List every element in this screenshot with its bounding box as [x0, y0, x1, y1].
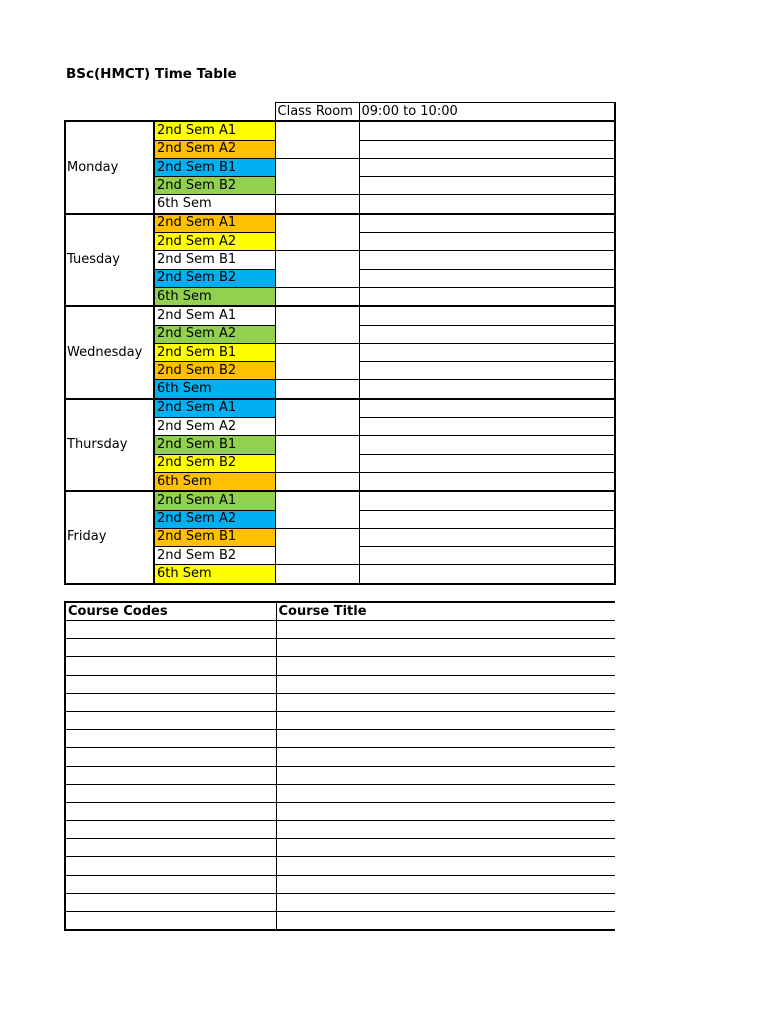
time-slot-cell[interactable] [359, 528, 615, 546]
course-code-cell[interactable] [65, 657, 276, 675]
semester-group-cell: 2nd Sem B2 [154, 269, 275, 287]
course-code-cell[interactable] [65, 675, 276, 693]
classroom-cell[interactable] [275, 565, 359, 584]
semester-group-cell: 2nd Sem A2 [154, 233, 275, 251]
blank-corner-cell [65, 103, 154, 122]
page-title: BSc(HMCT) Time Table [66, 66, 237, 82]
course-code-cell[interactable] [65, 875, 276, 893]
course-title-cell[interactable] [276, 893, 615, 911]
time-slot-cell[interactable] [359, 343, 615, 361]
course-code-cell[interactable] [65, 784, 276, 802]
time-slot-cell[interactable] [359, 251, 615, 269]
time-slot-cell[interactable] [359, 214, 615, 233]
classroom-cell[interactable] [275, 343, 359, 380]
classroom-cell[interactable] [275, 214, 359, 251]
course-row [65, 839, 615, 857]
course-title-cell[interactable] [276, 711, 615, 729]
classroom-cell[interactable] [275, 491, 359, 528]
course-row [65, 912, 615, 931]
timetable-header-row [65, 103, 615, 122]
time-slot-cell[interactable] [359, 436, 615, 454]
time-slot-cell[interactable] [359, 121, 615, 140]
time-slot-cell[interactable] [359, 325, 615, 343]
day-label: Thursday [65, 399, 154, 491]
classroom-cell[interactable] [275, 251, 359, 288]
semester-group-cell: 2nd Sem B1 [154, 528, 275, 546]
classroom-cell[interactable] [275, 380, 359, 399]
course-row [65, 730, 615, 748]
course-row [65, 711, 615, 729]
course-code-cell[interactable] [65, 730, 276, 748]
time-slot-cell[interactable] [359, 565, 615, 584]
classroom-cell[interactable] [275, 472, 359, 491]
course-title-cell[interactable] [276, 675, 615, 693]
course-row [65, 784, 615, 802]
time-slot-cell[interactable] [359, 195, 615, 214]
blank-corner-cell [154, 103, 275, 122]
day-label: Friday [65, 491, 154, 583]
course-title-cell[interactable] [276, 821, 615, 839]
course-title-cell[interactable] [276, 857, 615, 875]
course-codes-header: Course Codes [65, 602, 276, 621]
semester-group-cell: 6th Sem [154, 565, 275, 584]
semester-group-cell: 2nd Sem A1 [154, 214, 275, 233]
time-slot-cell[interactable] [359, 510, 615, 528]
classroom-cell[interactable] [275, 399, 359, 436]
course-code-cell[interactable] [65, 639, 276, 657]
classroom-cell[interactable] [275, 436, 359, 473]
course-title-cell[interactable] [276, 621, 615, 639]
time-slot-cell[interactable] [359, 380, 615, 399]
semester-group-cell: 6th Sem [154, 472, 275, 491]
course-row [65, 893, 615, 911]
course-title-cell[interactable] [276, 802, 615, 820]
timetable-row [65, 399, 615, 418]
course-code-cell[interactable] [65, 711, 276, 729]
classroom-cell[interactable] [275, 158, 359, 195]
time-slot-cell[interactable] [359, 399, 615, 418]
course-code-cell[interactable] [65, 693, 276, 711]
timetable-row [65, 121, 615, 140]
course-code-cell[interactable] [65, 857, 276, 875]
day-label: Monday [65, 121, 154, 213]
semester-group-cell: 2nd Sem A2 [154, 418, 275, 436]
time-slot-header: 09:00 to 10:00 [359, 103, 615, 122]
course-code-cell[interactable] [65, 839, 276, 857]
course-row [65, 748, 615, 766]
time-slot-cell[interactable] [359, 454, 615, 472]
semester-group-cell: 2nd Sem B2 [154, 547, 275, 565]
course-code-cell[interactable] [65, 912, 276, 931]
course-title-cell[interactable] [276, 766, 615, 784]
course-row [65, 857, 615, 875]
classroom-cell[interactable] [275, 287, 359, 306]
course-title-cell[interactable] [276, 839, 615, 857]
course-title-cell[interactable] [276, 784, 615, 802]
semester-group-cell: 2nd Sem A1 [154, 399, 275, 418]
classroom-cell[interactable] [275, 121, 359, 158]
course-row [65, 802, 615, 820]
course-code-cell[interactable] [65, 766, 276, 784]
semester-group-cell: 2nd Sem B1 [154, 343, 275, 361]
course-title-header: Course Title [276, 602, 615, 621]
course-row [65, 875, 615, 893]
semester-group-cell: 2nd Sem A2 [154, 510, 275, 528]
semester-group-cell: 2nd Sem A1 [154, 491, 275, 510]
course-row [65, 675, 615, 693]
semester-group-cell: 2nd Sem A1 [154, 121, 275, 140]
time-slot-cell[interactable] [359, 491, 615, 510]
time-slot-cell[interactable] [359, 158, 615, 176]
semester-group-cell: 6th Sem [154, 380, 275, 399]
time-slot-cell[interactable] [359, 362, 615, 380]
time-slot-cell[interactable] [359, 177, 615, 195]
course-row [65, 621, 615, 639]
time-slot-cell[interactable] [359, 233, 615, 251]
course-row [65, 821, 615, 839]
course-header-row [65, 602, 615, 621]
course-code-cell[interactable] [65, 748, 276, 766]
classroom-cell[interactable] [275, 195, 359, 214]
timetable-row [65, 214, 615, 233]
time-slot-cell[interactable] [359, 269, 615, 287]
course-code-cell[interactable] [65, 621, 276, 639]
course-title-cell[interactable] [276, 730, 615, 748]
course-code-cell[interactable] [65, 802, 276, 820]
course-row [65, 766, 615, 784]
course-title-cell[interactable] [276, 693, 615, 711]
course-title-cell[interactable] [276, 748, 615, 766]
time-slot-cell[interactable] [359, 547, 615, 565]
semester-group-cell: 2nd Sem B2 [154, 362, 275, 380]
course-title-cell[interactable] [276, 639, 615, 657]
course-code-cell[interactable] [65, 893, 276, 911]
semester-group-cell: 2nd Sem B2 [154, 177, 275, 195]
classroom-cell[interactable] [275, 528, 359, 565]
time-slot-cell[interactable] [359, 472, 615, 491]
timetable [64, 102, 616, 585]
day-label: Wednesday [65, 306, 154, 398]
classroom-header: Class Room [275, 103, 359, 122]
semester-group-cell: 2nd Sem B2 [154, 454, 275, 472]
semester-group-cell: 6th Sem [154, 195, 275, 214]
time-slot-cell[interactable] [359, 418, 615, 436]
semester-group-cell: 2nd Sem B1 [154, 251, 275, 269]
semester-group-cell: 2nd Sem A2 [154, 325, 275, 343]
time-slot-cell[interactable] [359, 140, 615, 158]
timetable-row [65, 306, 615, 325]
course-title-cell[interactable] [276, 657, 615, 675]
course-code-cell[interactable] [65, 821, 276, 839]
semester-group-cell: 2nd Sem B1 [154, 158, 275, 176]
time-slot-cell[interactable] [359, 306, 615, 325]
course-row [65, 657, 615, 675]
course-table [64, 601, 615, 931]
classroom-cell[interactable] [275, 306, 359, 343]
semester-group-cell: 2nd Sem B1 [154, 436, 275, 454]
time-slot-cell[interactable] [359, 287, 615, 306]
course-row [65, 639, 615, 657]
day-label: Tuesday [65, 214, 154, 306]
course-title-cell[interactable] [276, 875, 615, 893]
course-title-cell[interactable] [276, 912, 615, 931]
course-row [65, 693, 615, 711]
semester-group-cell: 2nd Sem A1 [154, 306, 275, 325]
semester-group-cell: 2nd Sem A2 [154, 140, 275, 158]
timetable-row [65, 491, 615, 510]
semester-group-cell: 6th Sem [154, 287, 275, 306]
